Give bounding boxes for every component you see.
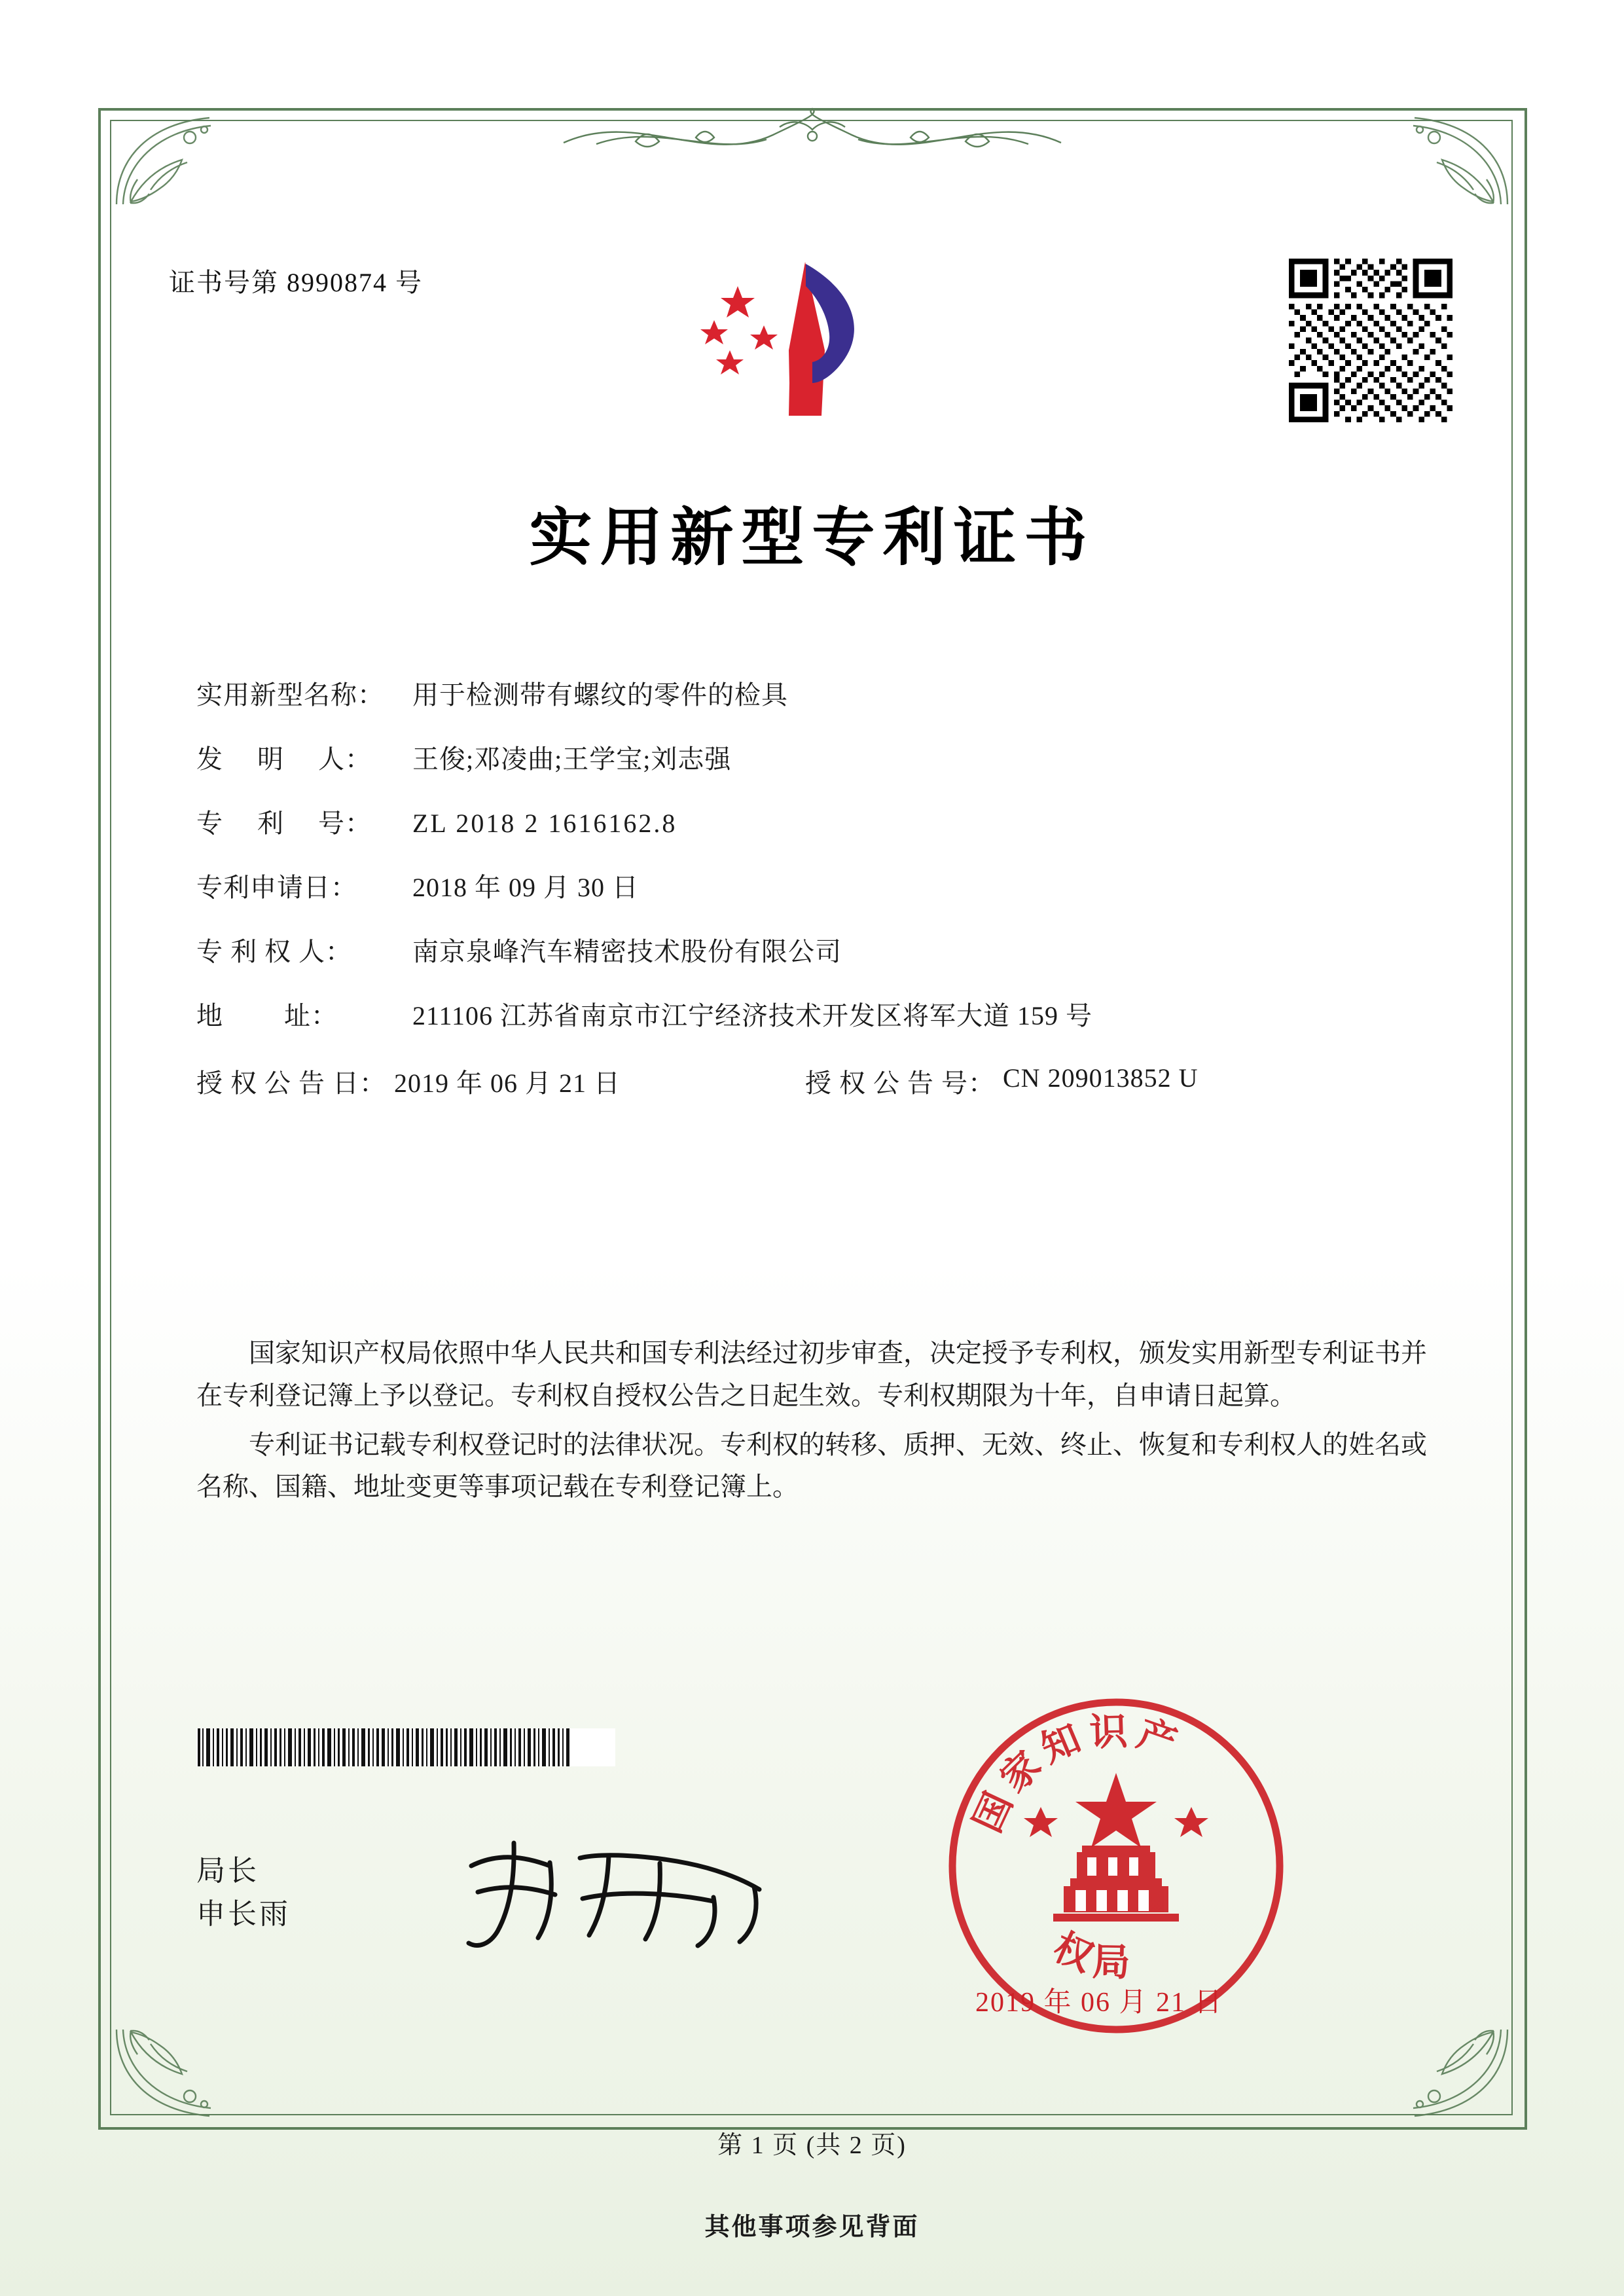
top-flourish-ornament [557, 103, 1068, 166]
director-name: 申长雨 [196, 1898, 291, 1930]
field-list [196, 678, 1440, 1126]
field-label: 专 利 号： [196, 809, 372, 838]
paragraph-grant-statement: 国家知识产权局依照中华人民共和国专利法经过初步审查，决定授予专利权，颁发实用新型专利证书并在专利登记簿上予以登记。专利权自授权公告之日起生效。专利权期限为十年，自申请日起算。 [196, 1338, 1427, 1410]
corner-ornament-bottom-left [111, 2024, 236, 2123]
corner-ornament-top-right [1388, 111, 1513, 210]
seal-date: 2019 年 06 月 21 日 [975, 1988, 1223, 2018]
page-number: 第 1 页 (共 2 页) [717, 2132, 907, 2159]
field-value: ZL 2018 2 1616162.8 [412, 809, 677, 838]
director-title: 局长 [196, 1855, 259, 1887]
field-value: 2019 年 06 月 21 日 [394, 1068, 621, 1098]
field-label: 授 权 公 告 日： [196, 1068, 386, 1098]
paragraph-registry-statement: 专利证书记载专利权登记时的法律状况。专利权的转移、质押、无效、终止、恢复和专利权人的姓名或名称、国籍、地址变更等事项记载在专利登记簿上。 [196, 1429, 1427, 1502]
field-label: 发 明 人： [196, 744, 372, 774]
field-row-address [196, 998, 1440, 1034]
barcode [196, 1728, 615, 1766]
grant-number-block [805, 1063, 1198, 1100]
field-value: 南京泉峰汽车精密技术股份有限公司 [412, 937, 842, 966]
page-title: 实用新型专利证书 [529, 500, 1095, 574]
field-label: 授 权 公 告 号： [805, 1068, 995, 1098]
field-label: 实用新型名称： [196, 680, 384, 710]
certificate-number: 证书号第 8990874 号 [169, 268, 423, 297]
field-value: 2018 年 09 月 30 日 [412, 873, 639, 902]
svg-text:权局: 权局 [1047, 1923, 1138, 1985]
field-label: 专利申请日： [196, 873, 357, 902]
field-value: 211106 江苏省南京市江宁经济技术开发区将军大道 159 号 [412, 1001, 1093, 1030]
field-value: 王俊;邓凌曲;王学宝;刘志强 [412, 744, 732, 774]
back-page-note: 其他事项参见背面 [704, 2214, 920, 2241]
legal-text-block [196, 1332, 1427, 1515]
field-value: CN 209013852 U [1003, 1063, 1199, 1093]
field-row-patentee [196, 934, 1440, 970]
field-row-utility-model-name [196, 678, 1440, 713]
field-value: 用于检测带有螺纹的零件的检具 [412, 680, 788, 710]
field-label: 地 址： [196, 1001, 338, 1030]
svg-text:国家知识产: 国家知识产 [964, 1709, 1189, 1839]
grant-date-block [196, 1063, 805, 1100]
field-row-patent-number [196, 806, 1440, 841]
field-row-application-date [196, 870, 1440, 905]
cnipa-logo-icon [691, 252, 907, 432]
field-row-inventors [196, 742, 1440, 777]
signature-block [196, 1850, 291, 1936]
qr-code [1289, 259, 1453, 422]
field-row-grant-info [196, 1063, 1440, 1100]
handwritten-signature [452, 1827, 792, 1958]
field-label: 专 利 权 人： [196, 937, 352, 966]
corner-ornament-top-left [111, 111, 236, 210]
corner-ornament-bottom-right [1388, 2024, 1513, 2123]
